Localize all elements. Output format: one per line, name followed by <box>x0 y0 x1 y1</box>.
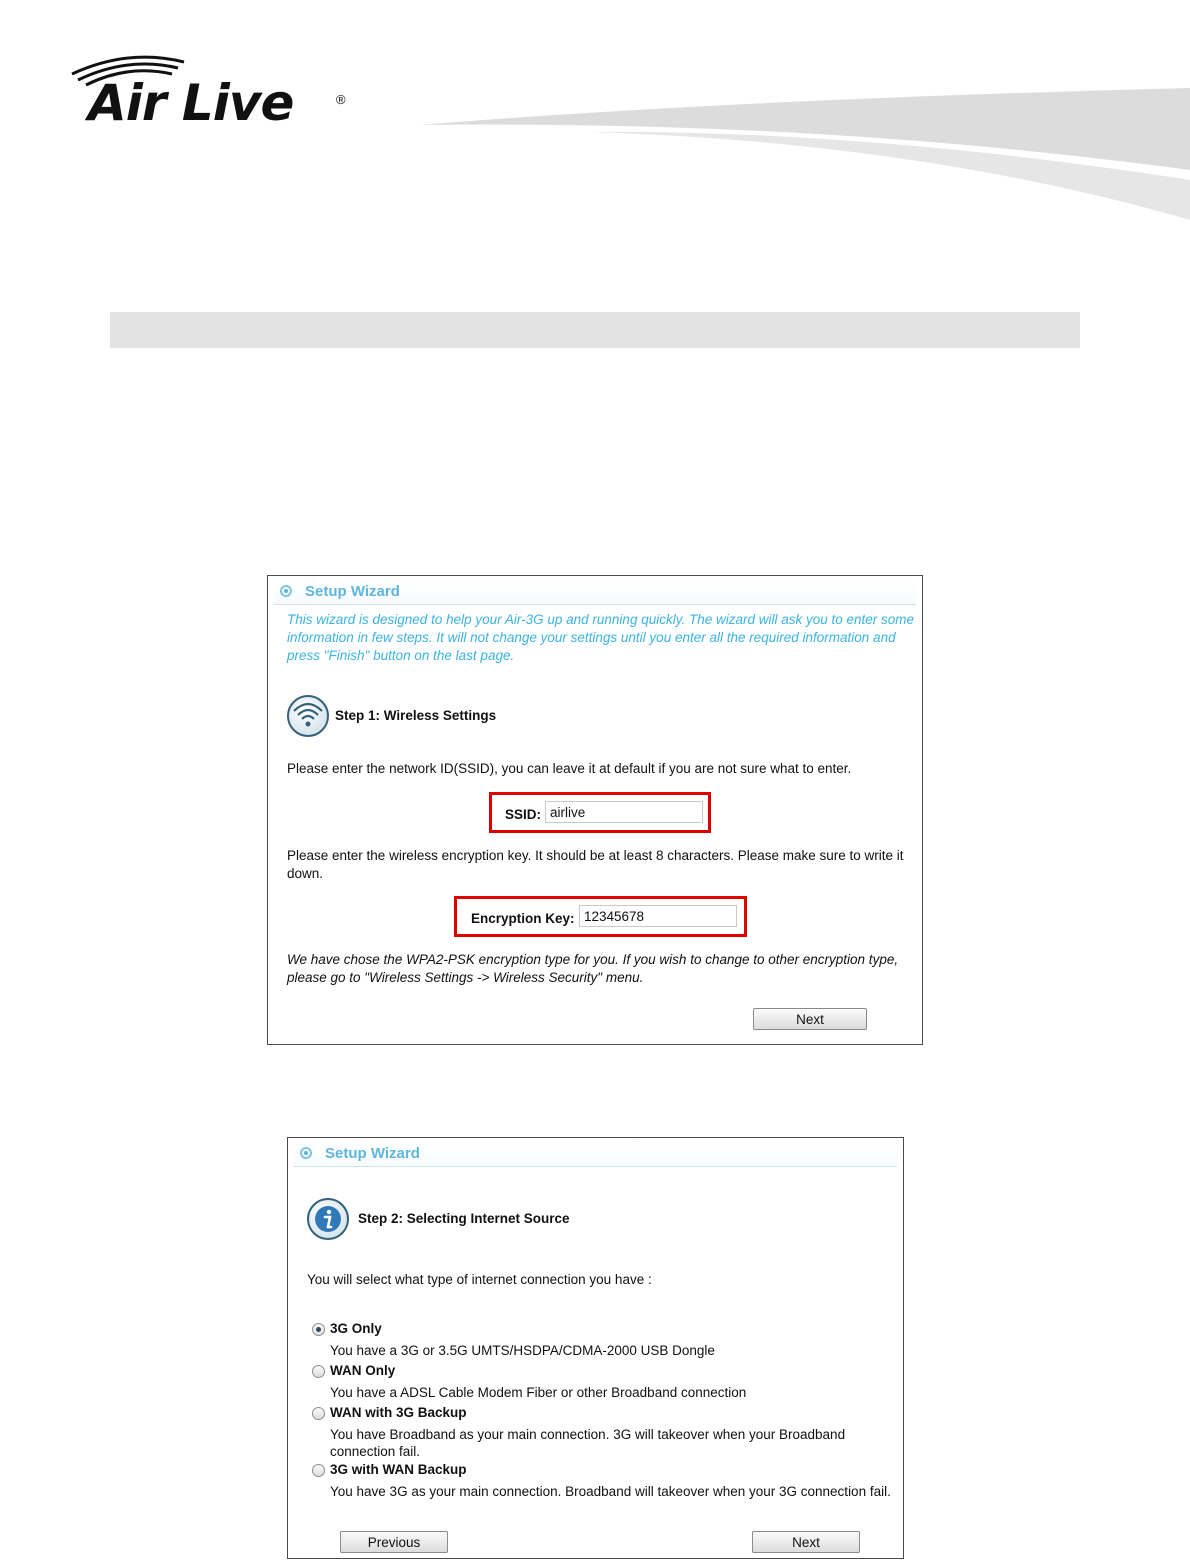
registered-mark: ® <box>336 92 346 107</box>
wizard-title: Setup Wizard <box>325 1145 420 1162</box>
setup-wizard-step2 <box>287 1137 904 1559</box>
option-description: You have Broadband as your main connection. 3G will takeover when your Broadband connection fail. <box>330 1427 846 1459</box>
encryption-key-input[interactable] <box>579 905 737 927</box>
wizard-header <box>274 580 916 605</box>
step-title: Step 1: Wireless Settings <box>335 708 497 723</box>
radio-wan-only[interactable] <box>312 1365 325 1378</box>
airlive-logo <box>68 52 358 142</box>
option-label: 3G with WAN Backup <box>330 1462 467 1477</box>
connection-instruction: You will select what type of internet connection you have : <box>307 1272 652 1287</box>
setup-wizard-step1 <box>267 575 923 1045</box>
target-icon <box>300 1147 312 1159</box>
wizard-intro: This wizard is designed to help your Air-3G up and running quickly. The wizard will ask you to enter some information in few steps. It will not change your settings until you enter all the required information and press "Finish" button on the last page. <box>287 612 915 663</box>
radio-3g-with-wan-backup[interactable] <box>312 1464 325 1477</box>
ssid-label: SSID: <box>505 807 542 822</box>
section-band <box>110 312 1080 348</box>
ssid-instruction: Please enter the network ID(SSID), you can leave it at default if you are not sure what to enter. <box>287 761 852 776</box>
ssid-input[interactable] <box>545 801 703 823</box>
previous-button[interactable]: Previous <box>340 1531 448 1553</box>
wizard-title: Setup Wizard <box>305 583 400 600</box>
info-icon <box>307 1198 349 1240</box>
encryption-key-label: Encryption Key: <box>471 911 575 926</box>
radio-3g-only[interactable] <box>312 1323 325 1336</box>
radio-wan-with-3g-backup[interactable] <box>312 1407 325 1420</box>
option-label: WAN Only <box>330 1363 396 1378</box>
header-swoosh <box>420 80 1190 230</box>
option-description: You have a ADSL Cable Modem Fiber or other Broadband connection <box>330 1385 747 1400</box>
next-button[interactable]: Next <box>752 1531 860 1553</box>
step-title: Step 2: Selecting Internet Source <box>358 1211 570 1226</box>
next-button[interactable]: Next <box>753 1008 867 1030</box>
target-icon <box>280 585 292 597</box>
wireless-icon <box>287 695 329 737</box>
key-instruction: Please enter the wireless encryption key. It should be at least 8 characters. Please make sure to write it down. <box>287 848 904 881</box>
option-label: WAN with 3G Backup <box>330 1405 467 1420</box>
option-description: You have 3G as your main connection. Broadband will takeover when your 3G connection fail. <box>330 1484 891 1499</box>
encryption-note: We have chose the WPA2-PSK encryption type for you. If you wish to change to other encryption type, please go to "Wireless Settings -> Wireless Security" menu. <box>287 952 899 985</box>
wizard-header <box>294 1142 897 1167</box>
logo-wordmark: Air Live <box>88 74 294 132</box>
option-description: You have a 3G or 3.5G UMTS/HSDPA/CDMA-2000 USB Dongle <box>330 1343 715 1358</box>
option-label: 3G Only <box>330 1321 382 1336</box>
